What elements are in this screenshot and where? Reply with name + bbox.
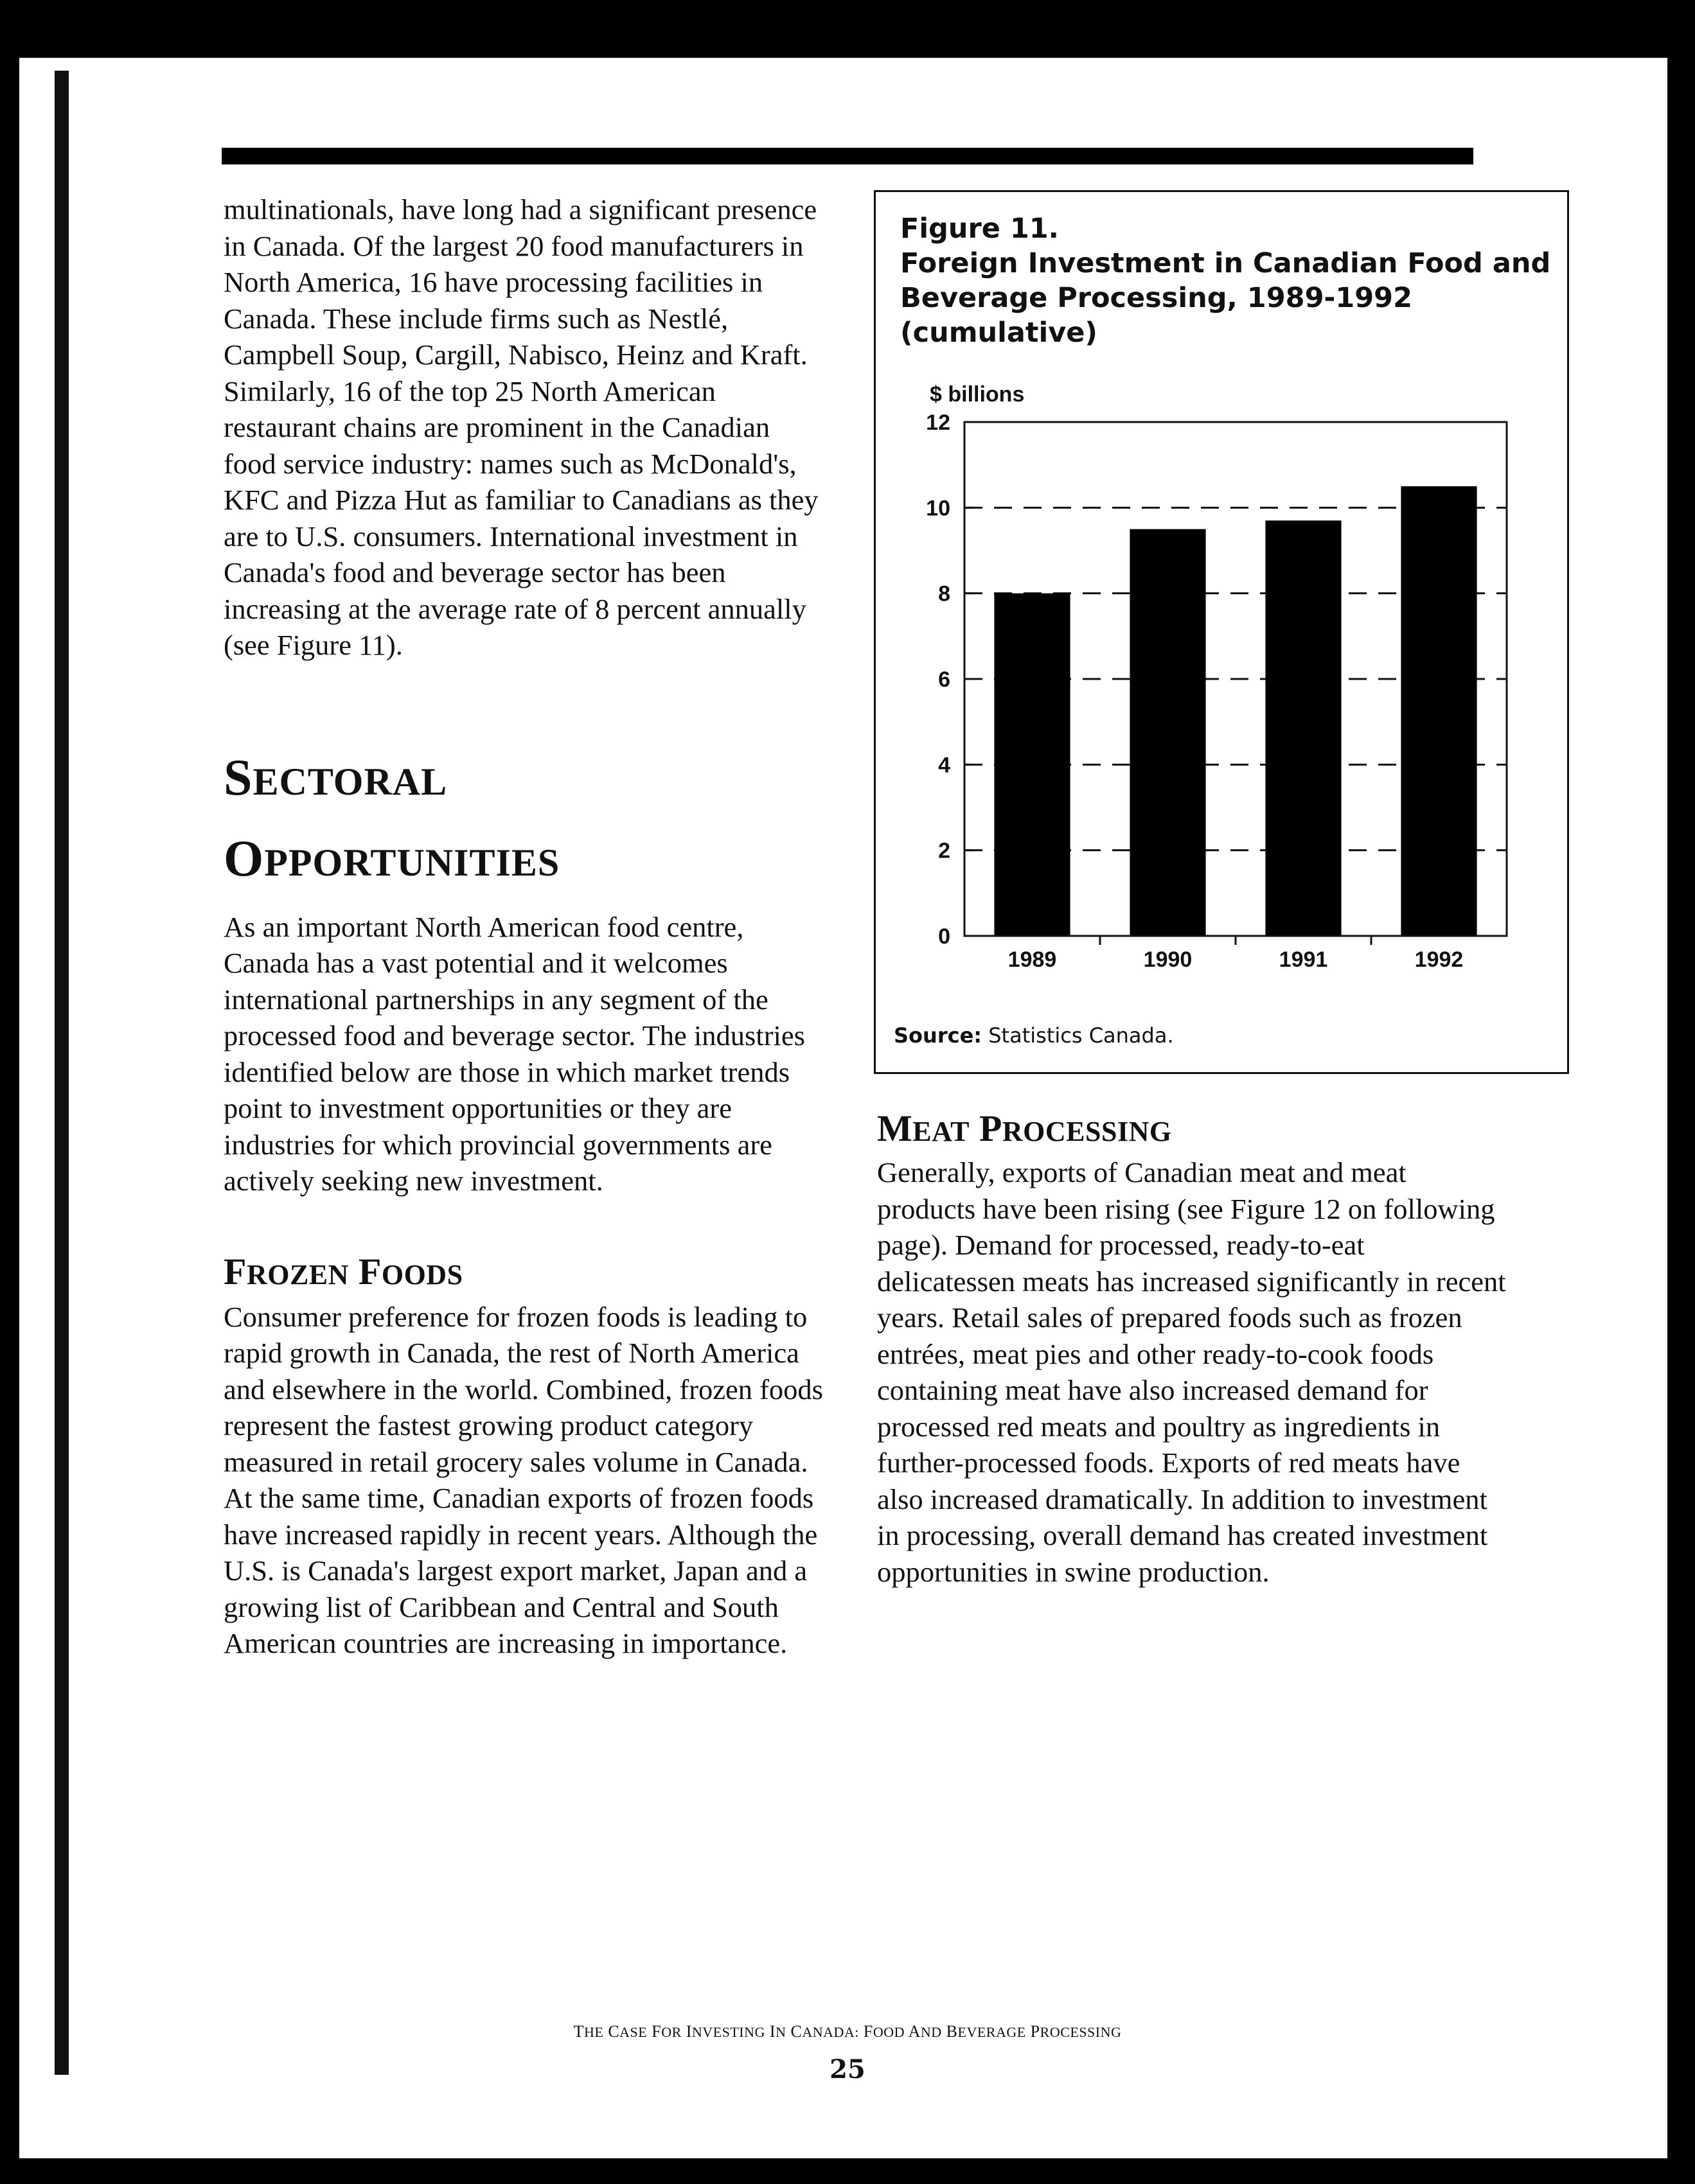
left-margin-rule xyxy=(55,71,69,2075)
frozen-foods-heading-text: FROZEN FOODS xyxy=(224,1250,463,1292)
bar-1989 xyxy=(994,594,1070,936)
figure-label: Figure 11. xyxy=(900,213,1060,245)
frozen-foods-paragraph: Consumer preference for frozen foods is leading to rapid growth in Canada, the rest of North America and elsewhere in the world. Combined, frozen foods represent the fastest growing product category measured in retail grocery sales volume in Canada. At the same time, Canadian exports of frozen foods have increased rapidly in recent years. Although the U.S. is Canada's largest export market, Japan and a growing list of Caribbean and Central and South American countries are increasing in importance. xyxy=(224,1300,824,1659)
bar-1990 xyxy=(1130,529,1205,936)
figure-11-box xyxy=(874,190,1569,1074)
y-tick-label: 6 xyxy=(938,667,950,692)
bar-1992 xyxy=(1401,486,1477,936)
x-tick-label: 1990 xyxy=(1143,947,1193,972)
y-tick-label: 10 xyxy=(926,496,950,521)
source-text: Statistics Canada. xyxy=(988,1023,1174,1048)
top-rule xyxy=(222,148,1473,164)
bar-chart xyxy=(876,192,1567,1008)
sectoral-heading-line1: SECTORAL xyxy=(224,749,448,806)
right-column xyxy=(877,1106,1507,1590)
meat-processing-paragraph: Generally, exports of Canadian meat and meat products have been rising (see Figure 12 on following page). Demand for processed, ready-to-eat delicatessen meats has increased significantly in recent years. Retail sales of prepared foods such as frozen entrées, meat pies and other ready-to-cook foods containing meat have also increased demand for processed red meats and poultry as ingredients in further-processed foods. Exports of red meats have also increased dramatically. In addition to investment in processing, overall demand has created investment opportunities in swine production. xyxy=(877,1156,1506,1588)
page-number: 25 xyxy=(830,2054,865,2084)
y-tick-label: 8 xyxy=(938,581,950,606)
left-column xyxy=(224,191,828,1662)
sectoral-heading-line2: OPPORTUNITIES xyxy=(224,830,560,887)
bar-1991 xyxy=(1265,520,1341,936)
y-tick-label: 0 xyxy=(938,924,950,949)
meat-processing-heading-text: MEAT PROCESSING xyxy=(877,1107,1172,1149)
y-tick-label: 4 xyxy=(938,753,950,778)
footer-title xyxy=(0,2022,1695,2041)
frozen-foods-heading xyxy=(224,1249,828,1298)
y-tick-label: 12 xyxy=(926,410,950,435)
footer-title-text: THE CASE FOR INVESTING IN CANADA: FOOD AND BEVERAGE PROCESSING xyxy=(573,2022,1122,2041)
x-tick-label: 1991 xyxy=(1279,947,1328,972)
figure-source xyxy=(894,1023,1174,1048)
sectoral-paragraph: As an important North American food centre, Canada has a vast potential and it welcomes international partnerships in any segment of the processed food and beverage sector. The industries identified below are those in which market trends point to investment opportunities or they are industries for which provincial governments are actively seeking new investment. xyxy=(224,910,805,1197)
y-axis-unit-label: $ billions xyxy=(930,382,1025,407)
x-tick-label: 1989 xyxy=(1007,947,1057,972)
x-tick-label: 1992 xyxy=(1414,947,1464,972)
intro-paragraph: multinationals, have long had a significant presence in Canada. Of the largest 20 food manufacturers in North America, 16 have processing facilities in Canada. These include firms such as Nestlé, Campbell Soup, Cargill, Nabisco, Heinz and Kraft. Similarly, 16 of the top 25 North American restaurant chains are prominent in the Canadian food service industry: names such as McDonald's, KFC and Pizza Hut as familiar to Canadians as they are to U.S. consumers. International investment in Canada's food and beverage sector has been increasing at the average rate of 8 percent annually (see Figure 11). xyxy=(224,193,819,661)
source-label: Source: xyxy=(894,1023,982,1048)
meat-processing-heading xyxy=(877,1106,1507,1154)
sectoral-heading xyxy=(224,739,828,901)
figure-title-line1: Foreign Investment in Canadian Food and xyxy=(900,247,1551,279)
figure-title-line3: (cumulative) xyxy=(900,317,1098,349)
y-tick-label: 2 xyxy=(938,838,950,863)
figure-title-line2: Beverage Processing, 1989-1992 xyxy=(900,282,1413,314)
